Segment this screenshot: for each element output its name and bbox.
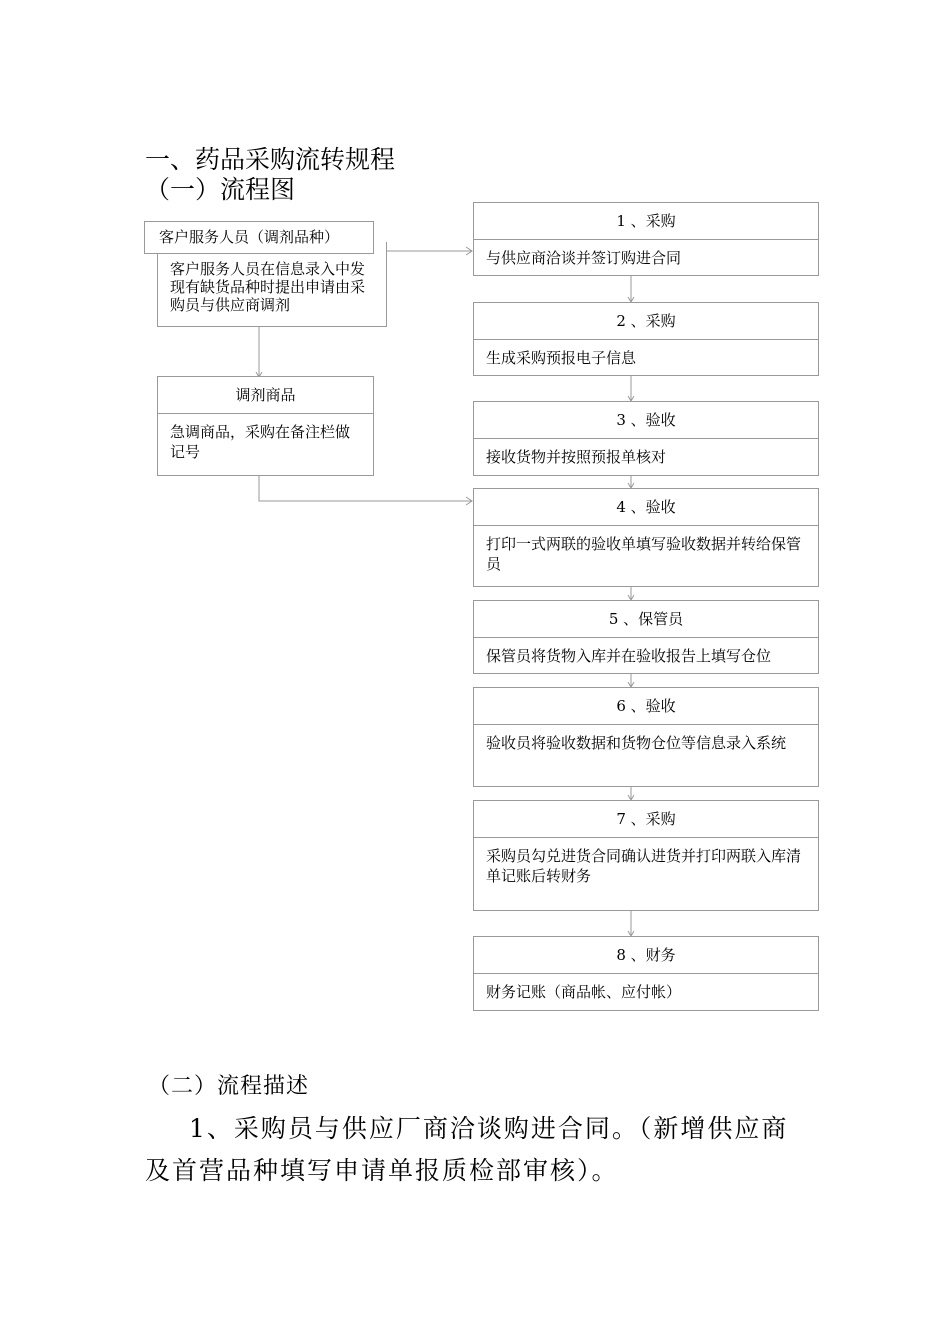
step-5-box xyxy=(473,600,819,674)
section-1-title: （一）流程图 xyxy=(145,175,296,204)
step-7-title: 7 、采购 xyxy=(474,801,818,838)
step-2-title: 2 、采购 xyxy=(474,303,818,340)
step-7-text: 采购员勾兑进货合同确认进货并打印两联入库清单记账后转财务 xyxy=(486,847,802,885)
page-title: 一、药品采购流转规程 xyxy=(145,145,396,174)
step-1-title: 1 、采购 xyxy=(474,203,818,240)
step-2-text: 生成采购预报电子信息 xyxy=(486,349,637,367)
adjust-box xyxy=(157,376,374,476)
step-6-text: 验收员将验收数据和货物仓位等信息录入系统 xyxy=(486,734,787,752)
step-6-title: 6 、验收 xyxy=(474,688,818,725)
section-2-title: （二）流程描述 xyxy=(148,1074,310,1099)
step-5-title: 5 、保管员 xyxy=(474,601,818,638)
step-5-text: 保管员将货物入库并在验收报告上填写仓位 xyxy=(486,647,772,665)
step-8-title: 8 、财务 xyxy=(474,937,818,974)
adjust-title: 调剂商品 xyxy=(158,377,373,414)
step-6-box xyxy=(473,687,819,787)
role-label: 客户服务人员（调剂品种） xyxy=(159,228,340,246)
request-box xyxy=(157,242,387,327)
step-1-box xyxy=(473,202,819,276)
step-1-text: 与供应商洽谈并签订购进合同 xyxy=(486,249,682,267)
adjust-text: 急调商品，采购在备注栏做记号 xyxy=(170,423,351,461)
step-3-title: 3 、验收 xyxy=(474,402,818,439)
step-4-text: 打印一式两联的验收单填写验收数据并转给保管员 xyxy=(486,535,802,573)
request-text: 客户服务人员在信息录入中发现有缺货品种时提出申请由采购员与供应商调剂 xyxy=(170,260,366,314)
step-7-box xyxy=(473,800,819,911)
step-8-box xyxy=(473,936,819,1011)
description-paragraph-1: 1、采购员与供应厂商洽谈购进合同。（新增供应商及首营品种填写申请单报质检部审核）。 xyxy=(145,1114,789,1185)
step-3-text: 接收货物并按照预报单核对 xyxy=(486,448,667,466)
step-4-box xyxy=(473,488,819,587)
step-3-box xyxy=(473,401,819,476)
step-2-box xyxy=(473,302,819,376)
role-label-box xyxy=(144,221,374,254)
step-4-title: 4 、验收 xyxy=(474,489,818,526)
step-8-text: 财务记账（商品帐、应付帐） xyxy=(486,983,682,1001)
